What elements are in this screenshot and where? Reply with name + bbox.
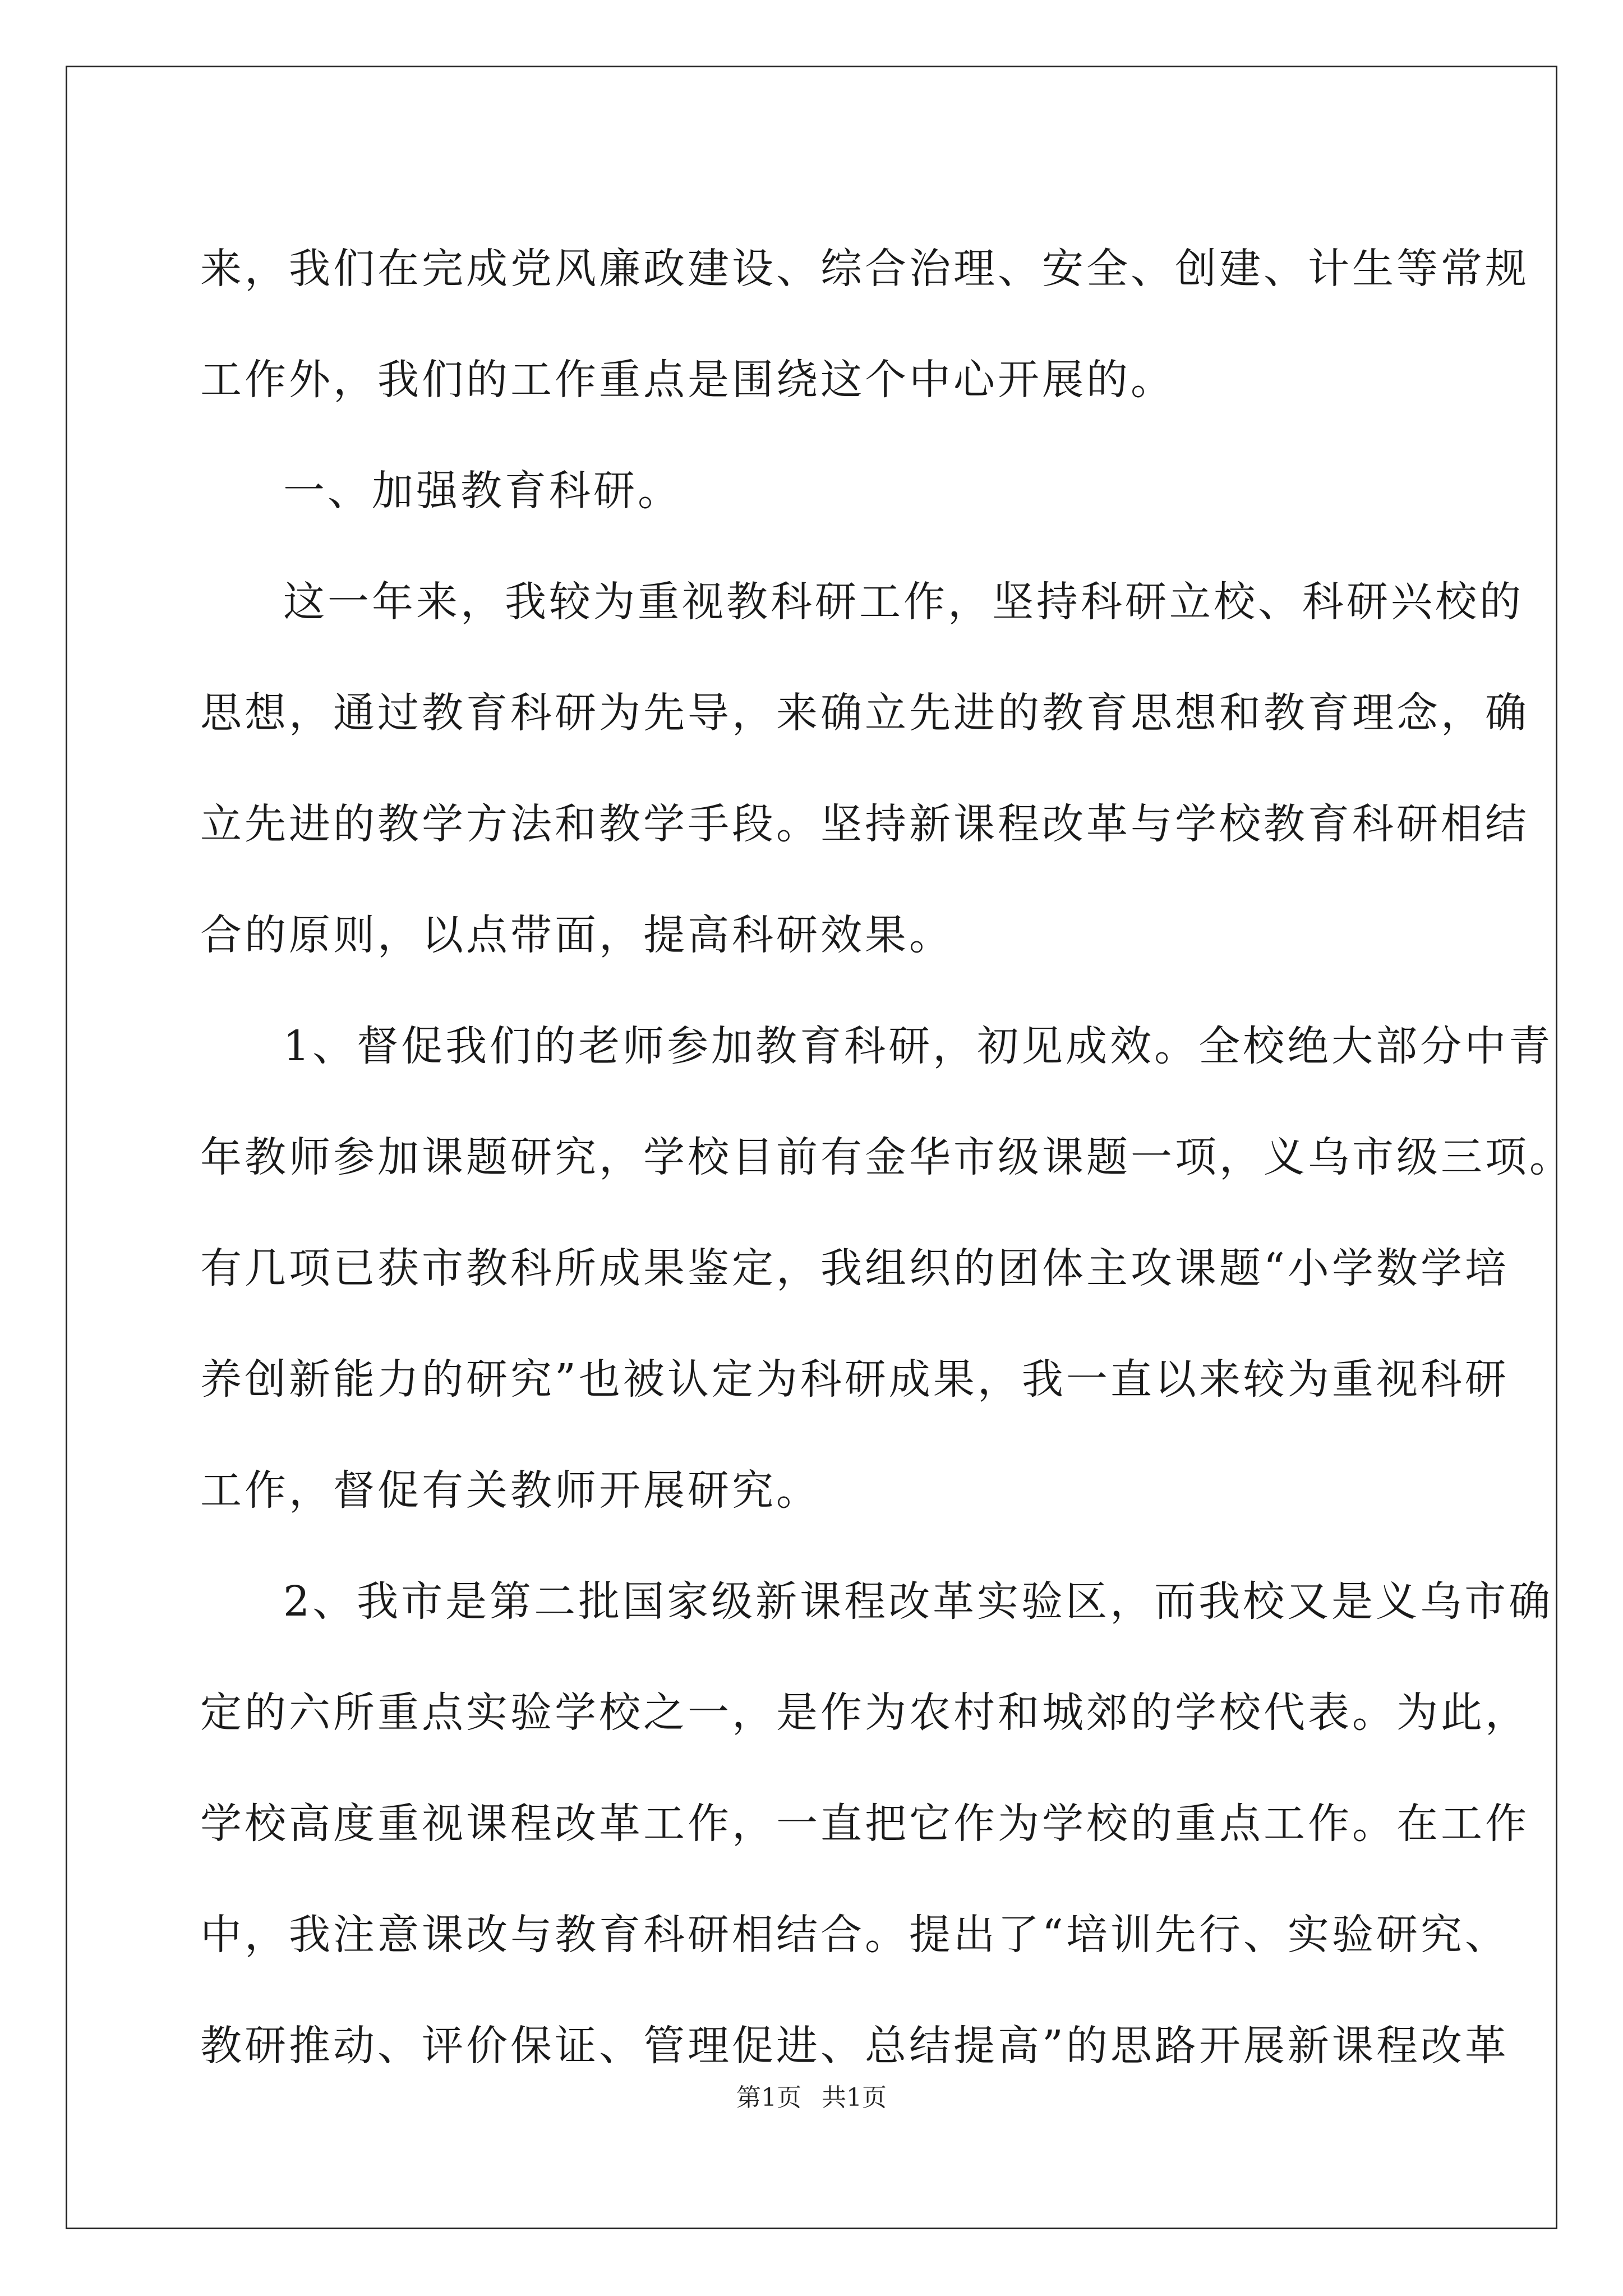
text-line: 学校高度重视课程改革工作，一直把它作为学校的重点工作。在工作 bbox=[200, 1800, 1529, 1848]
text-line: 有几项已获市教科所成果鉴定，我组织的团体主攻课题“小学数学培 bbox=[200, 1244, 1509, 1292]
text-line: 养创新能力的研究”也被认定为科研成果，我一直以来较为重视科研 bbox=[200, 1355, 1509, 1404]
text-line: 立先进的教学方法和教学手段。坚持新课程改革与学校教育科研相结 bbox=[200, 800, 1529, 848]
text-line: 来，我们在完成党风廉政建设、综合治理、安全、创建、计生等常规 bbox=[200, 245, 1529, 293]
page-total: 共1页 bbox=[822, 2083, 887, 2112]
page-footer bbox=[0, 2081, 1623, 2115]
text-line: 教研推动、评价保证、管理促进、总结提高”的思路开展新课程改革 bbox=[200, 2022, 1509, 2070]
document-body bbox=[200, 213, 1574, 2101]
page-number: 第1页 bbox=[736, 2083, 801, 2112]
text-line: 合的原则，以点带面，提高科研效果。 bbox=[200, 911, 953, 959]
text-line: 工作，督促有关教师开展研究。 bbox=[200, 1466, 820, 1515]
text-line: 中，我注意课改与教育科研相结合。提出了“培训先行、实验研究、 bbox=[200, 1911, 1509, 1959]
text-line: 这一年来，我较为重视教科研工作，坚持科研立校、科研兴校的 bbox=[283, 578, 1524, 626]
text-line: 思想，通过教育科研为先导，来确立先进的教育思想和教育理念，确 bbox=[200, 689, 1529, 737]
text-line: 年教师参加课题研究，学校目前有金华市级课题一项，义乌市级三项。 bbox=[200, 1133, 1574, 1181]
text-line: 工作外，我们的工作重点是围绕这个中心开展的。 bbox=[200, 356, 1175, 404]
section-heading: 一、加强教育科研。 bbox=[283, 467, 682, 515]
text-line: 2、我市是第二批国家级新课程改革实验区，而我校又是义乌市确 bbox=[283, 1577, 1553, 1626]
text-line: 定的六所重点实验学校之一，是作为农村和城郊的学校代表。为此， bbox=[200, 1688, 1529, 1737]
text-line: 1、督促我们的老师参加教育科研，初见成效。全校绝大部分中青 bbox=[283, 1022, 1553, 1070]
